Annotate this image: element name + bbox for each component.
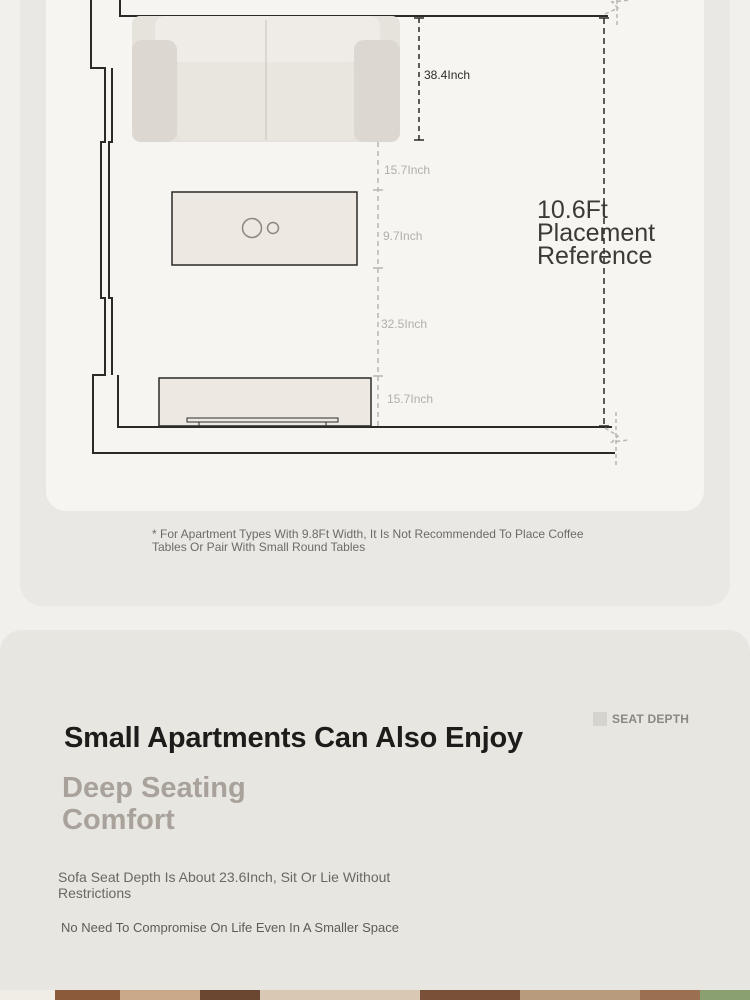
- feature-headline: Small Apartments Can Also Enjoy: [64, 722, 523, 754]
- dimension-line-sofa: [414, 18, 424, 140]
- gap-sofa-table-label: 15.7Inch: [384, 163, 431, 177]
- cabinet-depth-label: 15.7Inch: [387, 392, 434, 406]
- badge-label: SEAT DEPTH: [612, 712, 690, 726]
- seat-depth-badge: [593, 712, 689, 726]
- dimension-line-stack: [373, 142, 383, 426]
- feature-description: Sofa Seat Depth Is About 23.6Inch, Sit Or Lie Without Restrictions: [58, 869, 391, 901]
- feature-tagline: No Need To Compromise On Life Even In A Smaller Space: [61, 920, 399, 935]
- sofa-depth-label: 38.4Inch: [424, 68, 471, 82]
- sofa-illustration: [132, 16, 400, 142]
- placement-note: * For Apartment Types With 9.8Ft Width, It Is Not Recommended To Place Coffee Tables Or Pair With Small Round Tables: [152, 527, 584, 554]
- room-width-label: 10.6Ft Placement Reference: [537, 196, 656, 270]
- living-room-photo: [0, 990, 750, 1000]
- badge-square-icon: [593, 712, 607, 726]
- tv-cabinet: [159, 378, 371, 426]
- gap-table-cabinet-label: 32.5Inch: [381, 317, 428, 331]
- table-depth-label: 9.7Inch: [383, 229, 423, 243]
- feature-subhead: Deep Seating Comfort: [62, 772, 246, 836]
- coffee-table: [172, 192, 357, 265]
